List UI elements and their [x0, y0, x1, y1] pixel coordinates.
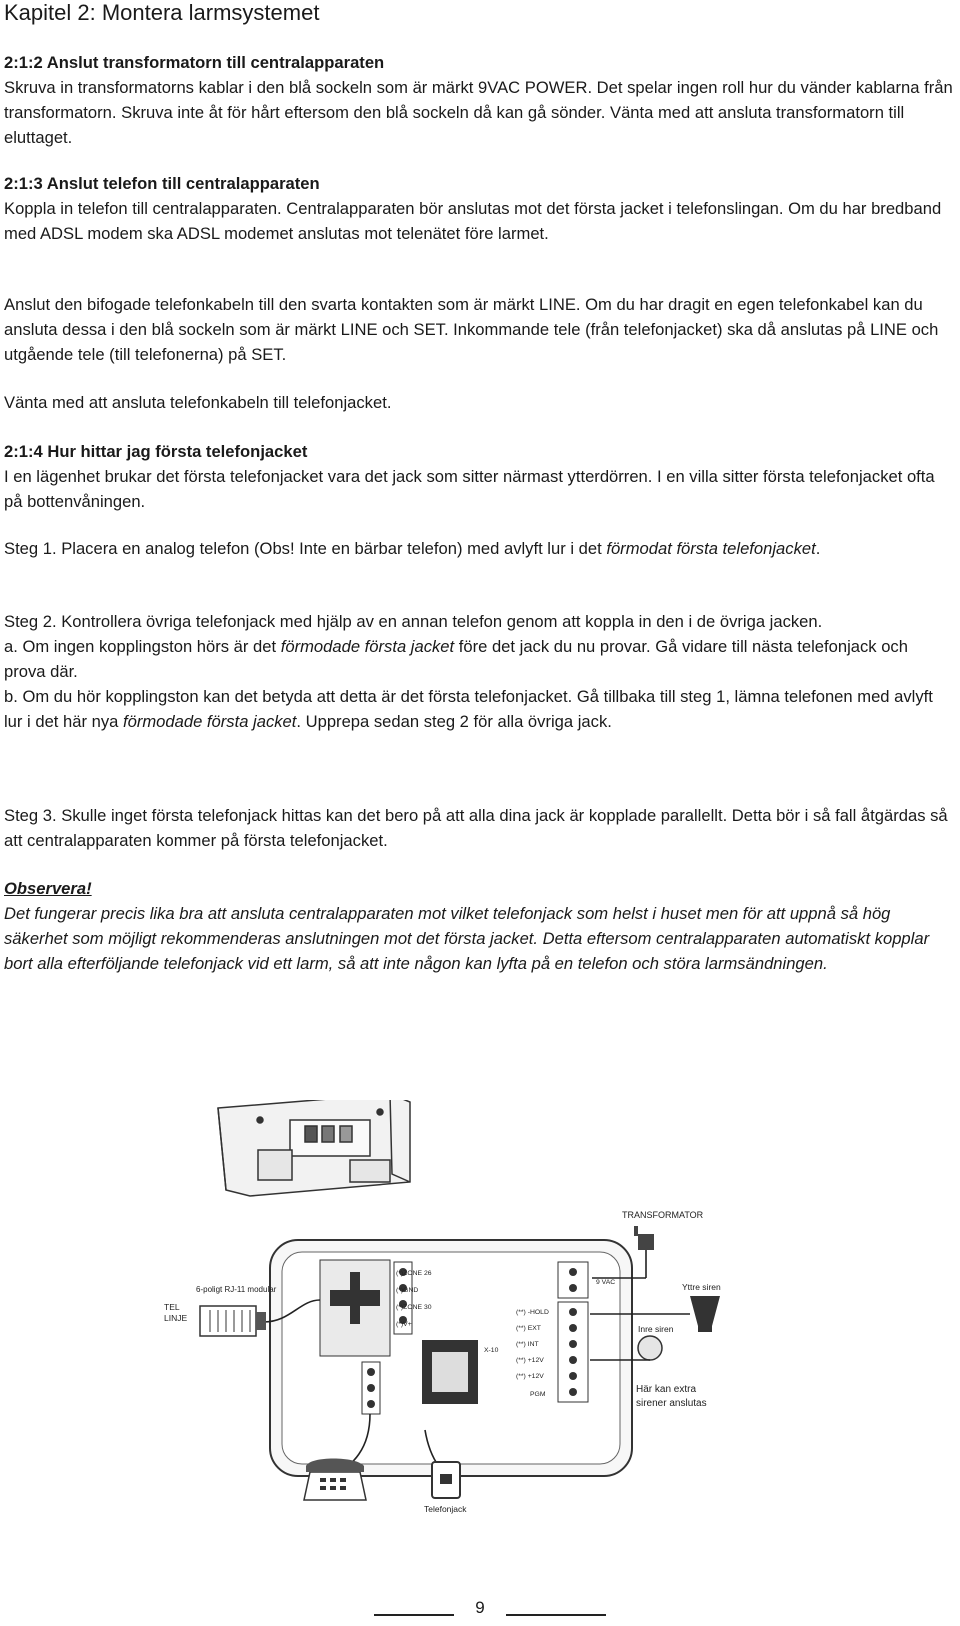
- label-rj11: 6-poligt RJ-11 modular: [196, 1285, 277, 1294]
- label-har-kan-2: sirener anslutas: [636, 1398, 707, 1409]
- step-a-text-end: före det jack du nu provar. Gå vidare till nästa telefonjack och prova där.: [4, 637, 908, 681]
- footer-rule-left: [374, 1614, 454, 1616]
- paragraph-text: Anslut den bifogade telefonkabeln till den svarta kontakten som är märkt LINE. Om du har dragit en egen telefonkabel kan du ansluta dessa i den blå sockeln som är märkt LINE och SET. Inkommande tele (från telefonjacket) ska då anslutas på LINE och utgående tele (till telefonerna) på SET.: [4, 295, 939, 364]
- paragraph: [4, 390, 954, 415]
- step-b-emphasis: förmodade första jacket: [122, 712, 297, 731]
- label-hold: (**) -HOLD: [516, 1309, 549, 1316]
- observe-heading: Observera!: [4, 879, 92, 898]
- step-1: [4, 536, 954, 561]
- label-telefonjack: Telefonjack: [424, 1504, 467, 1514]
- label-zone26: (*)ZONE 26: [396, 1270, 432, 1277]
- label-pgm: PGM: [530, 1391, 546, 1398]
- section-2-1-4: [4, 439, 954, 514]
- section-heading: 2:1:4 Hur hittar jag första telefonjacket: [4, 442, 308, 461]
- chapter-title: Kapitel 2: Montera larmsystemet: [4, 0, 320, 25]
- observe-body: Det fungerar precis lika bra att ansluta centralapparaten mot vilket telefonjack som helst i huset men för att uppnå så hög säkerhet som möjligt rekommenderas anslutningen mot det första jacket. Detta eftersom centralapparaten automatiskt kopplar bort alla efterföljande telefonjack vid ett larm, så att inte någon kan lyfta på en telefon och störa larmsändningen.: [4, 904, 930, 973]
- transformator-plug-icon: [634, 1226, 654, 1250]
- step-text-end: .: [815, 539, 821, 558]
- label-12v-2: (**) +12V: [516, 1373, 544, 1380]
- step-b-text-end: . Upprepa sedan steg 2 för alla övriga jack.: [296, 712, 612, 731]
- paragraph: [4, 292, 954, 367]
- label-har-kan-1: Här kan extra: [636, 1384, 697, 1395]
- step-text: Steg 2. Kontrollera övriga telefonjack med hjälp av en annan telefon genom att koppla in den i de övriga jacken.: [4, 612, 823, 631]
- label-9vac: 9 VAC: [596, 1279, 616, 1286]
- step-a-text: a. Om ingen kopplingston hörs är det: [4, 637, 281, 656]
- paragraph-text: Vänta med att ansluta telefonkabeln till telefonjacket.: [4, 393, 392, 412]
- step-emphasis: förmodat första telefonjacket: [606, 539, 816, 558]
- wiring-diagram: [160, 1100, 760, 1520]
- step-3: [4, 803, 954, 853]
- footer-rule-right: [506, 1614, 606, 1616]
- label-zone30: (*)ZONE 30: [396, 1304, 432, 1311]
- rj11-plug-icon: [200, 1306, 266, 1336]
- label-yttre-siren: Yttre siren: [682, 1282, 721, 1292]
- external-siren-icon: [690, 1296, 720, 1332]
- central-unit-back-illustration: [218, 1100, 410, 1196]
- label-transformator: TRANSFORMATOR: [622, 1210, 704, 1220]
- telephone-icon: [304, 1459, 366, 1501]
- label-inre-siren: Inre siren: [638, 1324, 674, 1334]
- step-text: Steg 1. Placera en analog telefon (Obs! Inte en bärbar telefon) med avlyft lur i det: [4, 539, 607, 558]
- label-gnd: (*)GND: [396, 1287, 419, 1294]
- section-body: Skruva in transformatorns kablar i den blå sockeln som är märkt 9VAC POWER. Det spelar ingen roll hur du vänder kablarna från transformatorn. Skruva inte åt för hårt eftersom den blå sockeln då kan gå sönder. Vänta med att ansluta transformatorn till eluttaget.: [4, 78, 953, 147]
- section-heading: 2:1:3 Anslut telefon till centralapparaten: [4, 174, 320, 193]
- section-body: I en lägenhet brukar det första telefonjacket vara det jack som sitter närmast ytterdörren. I en villa sitter första telefonjacket ofta på bottenvåningen.: [4, 467, 935, 511]
- step-a-emphasis: förmodade första jacket: [280, 637, 455, 656]
- step-b-text: b. Om du hör kopplingston kan det betyda att detta är det första telefonjacket. Gå tillbaka till steg 1, lämna telefonen med avlyft lur i det här nya: [4, 687, 933, 731]
- page-number: 9: [475, 1598, 485, 1617]
- label-tel: TEL: [164, 1302, 180, 1312]
- label-ext: (**) EXT: [516, 1325, 541, 1332]
- label-12v-1: (**) +12V: [516, 1357, 544, 1364]
- section-2-1-2: [4, 50, 954, 150]
- central-unit-open-illustration: [270, 1240, 662, 1476]
- label-vplus: (*)V+: [396, 1321, 412, 1328]
- label-int: (**) INT: [516, 1341, 539, 1348]
- section-2-1-3: [4, 171, 954, 246]
- section-heading: 2:1:2 Anslut transformatorn till centralapparaten: [4, 53, 385, 72]
- label-x10: X-10: [484, 1347, 499, 1354]
- step-2: [4, 609, 954, 734]
- label-linje: LINJE: [164, 1313, 188, 1323]
- section-body: Koppla in telefon till centralapparaten. Centralapparaten bör anslutas mot det första jacket i telefonslingan. Om du har bredband med ADSL modem ska ADSL modemet anslutas mot telenätet före larmet.: [4, 199, 942, 243]
- step-text: Steg 3. Skulle inget första telefonjack hittas kan det bero på att alla dina jack är kopplade parallellt. Detta bör i så fall åtgärdas så att centralapparaten kommer på första telefonjacket.: [4, 806, 948, 850]
- observe-note: [4, 876, 954, 976]
- telephone-jack-icon: [432, 1462, 460, 1498]
